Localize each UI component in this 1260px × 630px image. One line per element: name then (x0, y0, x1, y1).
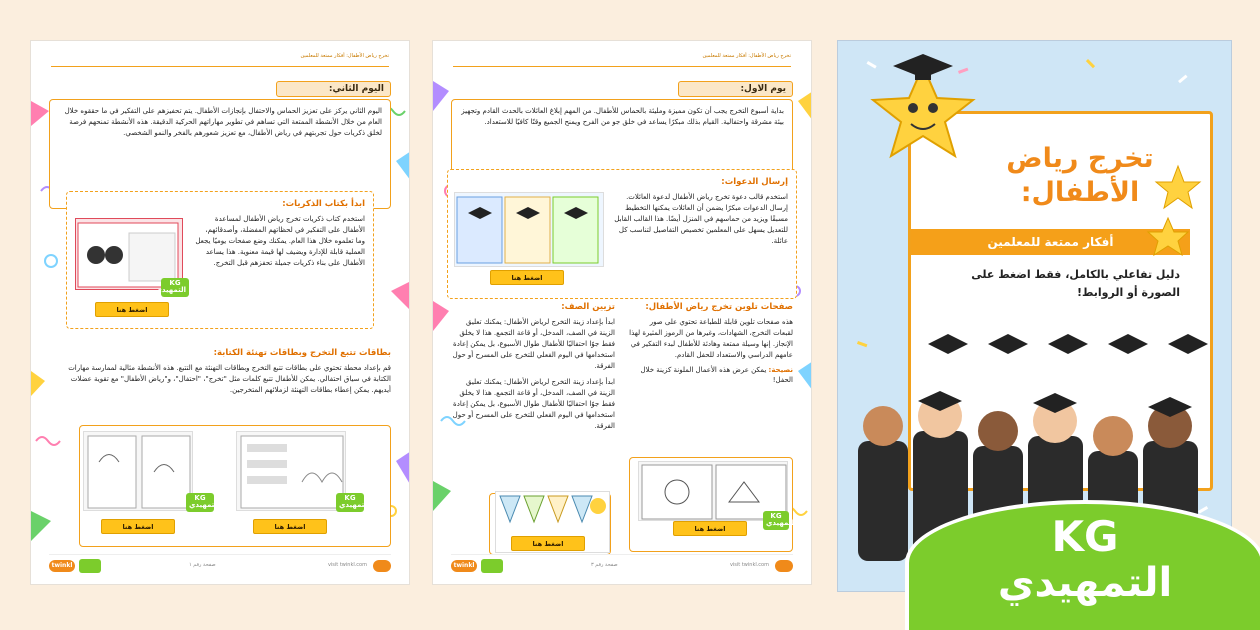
document-page-day-one (432, 40, 812, 585)
page-header-rule (453, 53, 791, 67)
memory-book-box (66, 191, 374, 329)
page-footer (451, 554, 793, 574)
twinkl-mini-icon (775, 560, 793, 572)
invites-thumbnail[interactable] (454, 192, 604, 267)
cover-title-line-1: تخرج رياض (1006, 143, 1154, 174)
kg-badge-tracing-1 (186, 493, 220, 512)
invites-press-button[interactable] (490, 270, 564, 285)
tracing-thumbnail-left[interactable] (83, 431, 193, 511)
kg-badge-tracing-2 (336, 493, 370, 512)
kg-badge-coloring-text: KG التمهيدي (766, 512, 797, 528)
day-two-pill (276, 81, 391, 97)
memory-book-press-button[interactable] (95, 302, 169, 317)
site-link[interactable]: visit twinkl.com (327, 562, 367, 568)
page-number: صفحة رقم ١ (189, 562, 216, 568)
kg-tamhidi-badge (905, 500, 1260, 630)
tracing-press-button-left[interactable] (101, 519, 175, 534)
tracing-title: بطاقات تتبع التخرج وبطاقات تهنئة الكتابة: (213, 348, 391, 358)
tracing-thumbnail-right[interactable] (236, 431, 346, 511)
kg-badge-arabic: التمهيدي (997, 560, 1173, 606)
day-one-intro-text: بداية أسبوع التخرج يجب أن تكون مميزة ومليئة بالحماس للأطفال. من المهم إبلاغ العائلات بالحدث القادم وتجهيز بيئة مشرقة واحتفالية. القيام بذلك مبكرًا يساعد في خلق جو من الفرح ويمنح الجميع وقتًا كافيًا للاستعداد. (461, 107, 784, 126)
kg-badge-label: KG (1051, 512, 1119, 561)
decor-press-label: اضغط هنا (532, 540, 564, 548)
site-link[interactable]: visit twinkl.com (729, 562, 769, 568)
cover-title-line-2: الأطفال: (1020, 176, 1140, 208)
cover-description: دليل تفاعلي بالكامل، فقط اضغط على الصورة أو الروابط! (971, 268, 1180, 299)
coloring-press-button[interactable] (673, 521, 747, 536)
tracing-press-button-right[interactable] (253, 519, 327, 534)
invites-title: إرسال الدعوات: (721, 177, 788, 187)
tracing-press-label-left: اضغط هنا (122, 523, 154, 531)
coloring-text: هذه صفحات تلوين قابلة للطباعة تحتوي على صور لقبعات التخرج، الشهادات، وغيرها من الرموز المثيرة لهذا الإنجاز. إنها وسيلة ممتعة وهادئة للأطفال لبدء التفكير في عامهم الدراسي والاستعداد للحفل القادم. (629, 318, 793, 359)
twinkl-logo-text: twinkl (51, 562, 73, 569)
kg-badge-tracing-1-text: KG التمهيدي (189, 494, 220, 510)
invites-image-icon (453, 193, 603, 268)
decor-text-1: ابدأ بإعداد زينة التخرج لرياض الأطفال: يمكنك تعليق الزينة في الصف، المدخل، أو قاعة التجمع. هذا لا يخلق فقط جوًا احتفاليًا للأطفال طوال الأسبوع، بل يمكن إعادة استخدامها في اليوم الفعلي للتخرج على المسرح أو حول الفرقة. (452, 318, 615, 370)
decor-press-button[interactable] (511, 536, 585, 551)
page-footer (49, 554, 391, 574)
memory-book-text: استخدم كتاب ذكريات تخرج رياض الأطفال لمساعدة الأطفال على التفكير في لحظاتهم المفضلة، وأصدقائهم، وما تعلموه خلال هذا العام. يمكنك وضع صفحات يوميًا يجعل العملية قابلة للإدارة ويضيف لها قيمة معنوية. هذا يساعد الأطفال على بناء ذكريات جميلة تحفزهم قبل التخرج. (195, 215, 365, 267)
decor-text-2: ابدأ بإعداد زينة التخرج لرياض الأطفال: يمكنك تعليق الزينة في الصف، المدخل، أو قاعة التجمع. هذا لا يخلق فقط جوًا احتفاليًا للأطفال طوال الأسبوع، بل يمكن إعادة استخدامها في اليوم الفعلي للتخرج على المسرح أو حول الفرقة. (452, 378, 615, 430)
coloring-press-label: اضغط هنا (694, 525, 726, 533)
page-header-text: تخرج رياض الأطفال: أفكار ممتعة للمعلمين (300, 53, 389, 59)
tracing-text: قم بإعداد محطة تحتوي على بطاقات تتبع التخرج وبطاقات التهنئة مع التتبع. هذه الأنشطة مثالية لممارسة مهارات الكتابة في سياق احتفالي. يمكن للأطفال تتبع كلمات مثل "تخرج"، "احتفال"، و"رياض الأطفال" مع تقوية عضلات أيديهم. يمكن إعطاء بطاقات التهنئة لزملائهم المتخرجين. (68, 364, 391, 394)
page-header-rule (51, 53, 389, 67)
kg-logo-icon (79, 559, 101, 573)
day-one-label: يوم الاول: (740, 84, 786, 94)
kg-badge-thumb-text: KG التمهيدي (155, 279, 186, 295)
memory-book-press-label: اضغط هنا (116, 306, 148, 314)
invites-press-label: اضغط هنا (511, 274, 543, 282)
grad-caps-row-icon (918, 326, 1208, 366)
decor-title: تزيين الصف: (561, 302, 615, 312)
document-page-day-two (30, 40, 410, 585)
twinkl-logo (451, 560, 477, 572)
twinkl-mini-icon (373, 560, 391, 572)
greeting-cards-image-icon (237, 432, 347, 512)
kg-badge-thumb (155, 278, 189, 297)
kg-badge-coloring (763, 511, 797, 530)
page-header-text: تخرج رياض الأطفال: أفكار ممتعة للمعلمين (702, 53, 791, 59)
twinkl-logo (49, 560, 75, 572)
tip-text: يمكن عرض هذه الأعمال الملونة كزينة خلال الحفل! (640, 365, 793, 385)
page-number: صفحة رقم ٣ (591, 562, 618, 568)
tracing-press-label-right: اضغط هنا (274, 523, 306, 531)
cover-subtitle: أفكار ممتعة للمعلمين (987, 235, 1114, 249)
tracing-section (49, 347, 391, 396)
star-mascot-icon (863, 46, 993, 166)
invites-text: استخدم قالب دعوة تخرج رياض الأطفال لدعوة العائلات. إرسال الدعوات مبكرًا يضمن أن العائلات يمكنها التخطيط مسبقًا ويزيد من حماسهم في المنزل أيضًا. هذا القالب القابل للتعديل يسهل على المعلمين تخصيص التفاصيل لتناسب كل عائلة. (614, 193, 788, 245)
tip-label: نصيحة: (768, 365, 793, 374)
coloring-section (629, 301, 793, 386)
kg-badge-tracing-2-text: KG التمهيدي (339, 494, 370, 510)
tracing-cards-image-icon (84, 432, 194, 512)
shooting-stars-icon (1138, 156, 1218, 276)
coloring-title: صفحات تلوين تخرج رياض الأطفال: (645, 302, 793, 312)
memory-book-title: ابدأ بكتاب الذكريات: (282, 199, 365, 209)
decor-section (451, 301, 615, 432)
kg-logo-icon (481, 559, 503, 573)
invites-box (447, 169, 797, 299)
day-one-pill (678, 81, 793, 97)
day-two-intro-text: اليوم الثاني يركز على تعزيز الحماس والاحتفال بإنجازات الأطفال. يتم تحفيزهم على التفكير في ما حققوه خلال العام من خلال الأنشطة الممتعة التي تساهم في تطوير مهاراتهم الحركية الدقيقة. هذه الأنشطة تمنحهم فرصة لخلق ذكريات حول تجربتهم في رياض الأطفال، مع تعزيز شعورهم بالفخر والنمو الشخصي. (64, 107, 382, 137)
twinkl-logo-text: twinkl (453, 562, 475, 569)
day-two-label: اليوم الثاني: (328, 84, 384, 94)
